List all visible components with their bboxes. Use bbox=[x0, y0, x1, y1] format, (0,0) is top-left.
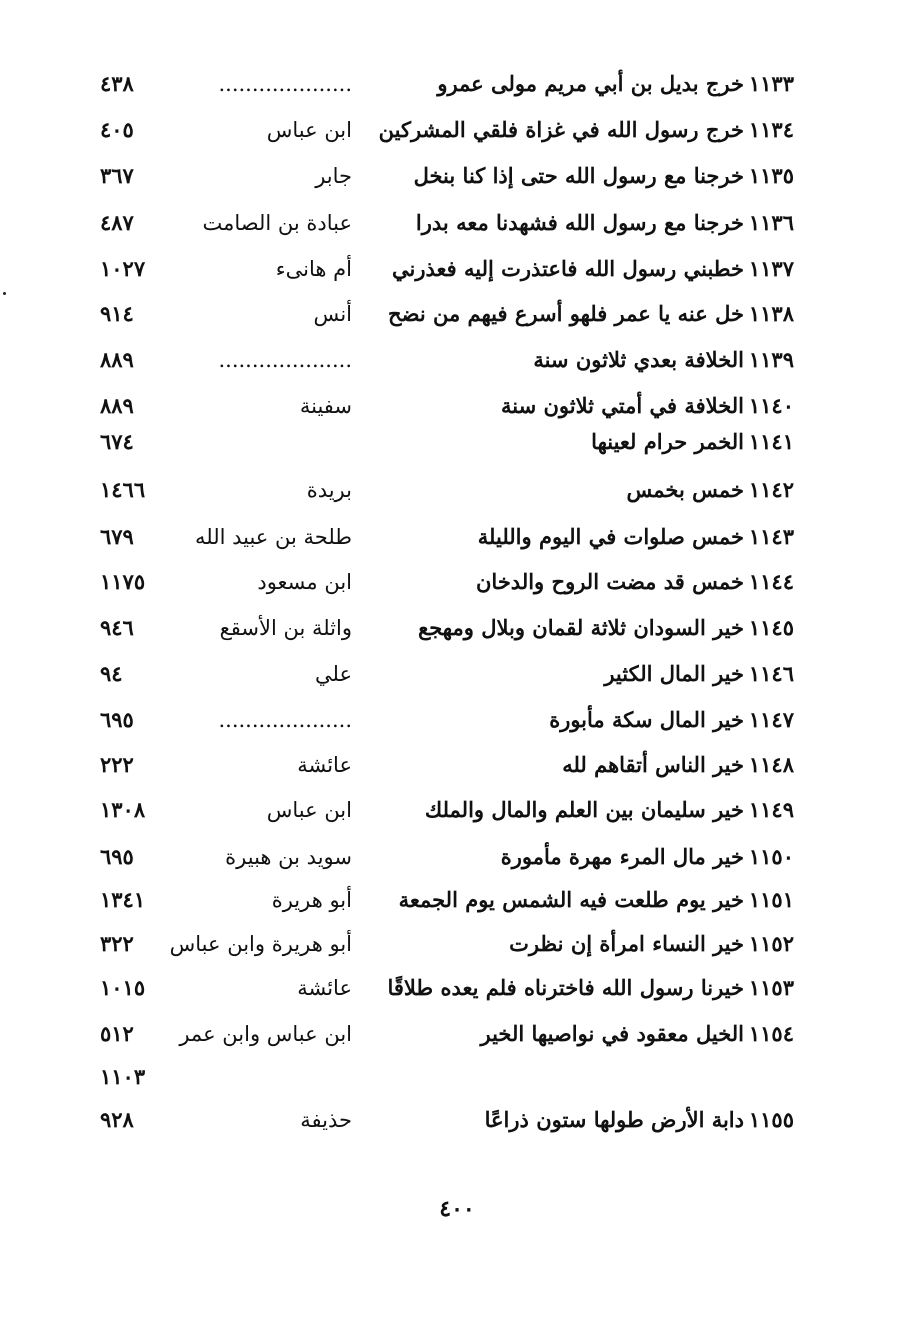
entry-number: ١١٤٧ bbox=[748, 707, 794, 732]
entry-hadith-text: خرجنا مع رسول الله فشهدنا معه بدرا bbox=[415, 210, 744, 235]
entry-narrator: عائشة bbox=[297, 753, 352, 777]
index-entry bbox=[0, 515, 914, 559]
entry-page-reference: ٦٧٤ bbox=[100, 429, 134, 454]
entry-hadith-text: الخمر حرام لعينها bbox=[591, 429, 744, 454]
entry-number: ١١٣٤ bbox=[748, 117, 794, 142]
index-entry bbox=[0, 560, 914, 604]
index-entry bbox=[0, 468, 914, 512]
entry-hadith-text: خمس بخمس bbox=[626, 477, 744, 502]
entry-narrator: طلحة بن عبيد الله bbox=[194, 525, 352, 549]
entry-narrator: أنس bbox=[313, 302, 352, 326]
index-entry bbox=[0, 743, 914, 787]
index-entry bbox=[0, 154, 914, 198]
entry-narrator: سفينة bbox=[299, 394, 352, 418]
entry-number: ١١٥٣ bbox=[748, 975, 794, 1000]
entry-number: ١١٤٠ bbox=[748, 393, 794, 418]
entry-page-reference: ٩٢٨ bbox=[100, 1107, 134, 1132]
entry-narrator: ابن عباس bbox=[266, 118, 352, 142]
index-entry bbox=[0, 1012, 914, 1056]
entry-narrator: عبادة بن الصامت bbox=[202, 211, 352, 235]
entry-narrator: سويد بن هبيرة bbox=[225, 845, 352, 869]
entry-narrator bbox=[176, 1055, 352, 1099]
entry-number: ١١٣٧ bbox=[748, 256, 794, 281]
entry-page-reference: ١٠١٥ bbox=[100, 975, 146, 1000]
entry-hadith-text: خرجنا مع رسول الله حتى إذا كنا بنخل bbox=[413, 163, 744, 188]
entry-hadith-text: خيرنا رسول الله فاخترناه فلم يعده طلاقًا bbox=[387, 975, 744, 1000]
entry-number: ١١٤٩ bbox=[748, 797, 794, 822]
index-entry bbox=[0, 606, 914, 650]
index-entry bbox=[0, 201, 914, 245]
entry-hadith-text: خير مال المرء مهرة مأمورة bbox=[500, 844, 744, 869]
entry-hadith-text: الخلافة بعدي ثلاثون سنة bbox=[533, 347, 744, 372]
entry-page-reference: ١٣٤١ bbox=[100, 887, 146, 912]
entry-page-reference: ١٠٢٧ bbox=[100, 256, 146, 281]
entry-hadith-text: خطبني رسول الله فاعتذرت إليه فعذرني bbox=[392, 256, 744, 281]
entry-narrator bbox=[176, 420, 352, 464]
entry-narrator: أبو هريرة bbox=[271, 888, 352, 912]
entry-page-reference: ٣٢٢ bbox=[100, 931, 134, 956]
index-entry bbox=[0, 878, 914, 922]
entry-number: ١١٣٨ bbox=[748, 301, 794, 326]
margin-speck bbox=[3, 292, 6, 295]
entry-hadith-text: دابة الأرض طولها ستون ذراعًا bbox=[484, 1107, 744, 1132]
entry-number: ١١٤٥ bbox=[748, 615, 794, 640]
entry-page-reference: ٩١٤ bbox=[100, 301, 134, 326]
entry-number: ١١٣٣ bbox=[748, 71, 794, 96]
entry-hadith-text: الخيل معقود في نواصيها الخير bbox=[480, 1021, 744, 1046]
index-entry bbox=[0, 966, 914, 1010]
index-entry bbox=[0, 247, 914, 291]
entry-narrator: .................... bbox=[218, 708, 352, 732]
entry-hadith-text: خمس قد مضت الروح والدخان bbox=[476, 569, 744, 594]
entry-hadith-text bbox=[324, 1055, 744, 1099]
entry-hadith-text: الخلافة في أمتي ثلاثون سنة bbox=[500, 393, 744, 418]
page-number: ٤٠٠ bbox=[439, 1196, 475, 1222]
entry-number: ١١٤٢ bbox=[748, 477, 794, 502]
entry-narrator: علي bbox=[315, 662, 352, 686]
entry-number: ١١٥١ bbox=[748, 887, 794, 912]
entry-page-reference: ١٤٦٦ bbox=[100, 477, 146, 502]
entry-number bbox=[744, 1055, 794, 1099]
entry-number: ١١٣٥ bbox=[748, 163, 794, 188]
entry-narrator: ابن عباس bbox=[266, 798, 352, 822]
entry-page-reference: ٥١٢ bbox=[100, 1021, 134, 1046]
entry-hadith-text: خرج بديل بن أبي مريم مولى عمرو bbox=[437, 71, 744, 96]
entry-page-reference: ٩٤ bbox=[100, 661, 123, 686]
entry-page-reference: ٢٢٢ bbox=[100, 752, 134, 777]
entry-number: ١١٤١ bbox=[748, 429, 794, 454]
entry-page-reference: ٤٣٨ bbox=[100, 71, 134, 96]
entry-page-reference: ٨٨٩ bbox=[100, 347, 134, 372]
entry-hadith-text: خير الناس أتقاهم لله bbox=[562, 752, 744, 777]
entry-number: ١١٥٥ bbox=[748, 1107, 794, 1132]
index-entry bbox=[0, 922, 914, 966]
entry-number: ١١٣٩ bbox=[748, 347, 794, 372]
index-entry bbox=[0, 62, 914, 106]
entry-number: ١١٥٤ bbox=[748, 1021, 794, 1046]
entry-narrator: حذيفة bbox=[300, 1108, 352, 1132]
entry-narrator: واثلة بن الأسقع bbox=[219, 616, 352, 640]
entry-hadith-text: خير يوم طلعت فيه الشمس يوم الجمعة bbox=[398, 887, 744, 912]
entry-number: ١١٤٦ bbox=[748, 661, 794, 686]
entry-page-reference: ٣٦٧ bbox=[100, 163, 134, 188]
index-entry bbox=[0, 338, 914, 382]
entry-page-reference: ٦٩٥ bbox=[100, 844, 134, 869]
entry-hadith-text: خرج رسول الله في غزاة فلقي المشركين bbox=[378, 117, 744, 142]
entry-narrator: ابن عباس وابن عمر bbox=[179, 1022, 352, 1046]
entry-page-reference: ٤٨٧ bbox=[100, 210, 134, 235]
entry-narrator: أبو هريرة وابن عباس bbox=[169, 932, 352, 956]
entry-page-reference: ١١٠٣ bbox=[100, 1064, 146, 1089]
index-entry bbox=[0, 835, 914, 879]
entry-page-reference: ١١٧٥ bbox=[100, 569, 146, 594]
entry-number: ١١٥٠ bbox=[748, 844, 794, 869]
entry-narrator: جابر bbox=[315, 164, 352, 188]
entry-hadith-text: خير النساء امرأة إن نظرت bbox=[509, 931, 744, 956]
entry-number: ١١٤٨ bbox=[748, 752, 794, 777]
entry-hadith-text: خل عنه يا عمر فلهو أسرع فيهم من نضح bbox=[388, 301, 744, 326]
entry-page-reference: ٩٤٦ bbox=[100, 615, 134, 640]
entry-number: ١١٤٣ bbox=[748, 524, 794, 549]
entry-page-reference: ١٣٠٨ bbox=[100, 797, 146, 822]
entry-page-reference: ٤٠٥ bbox=[100, 117, 134, 142]
index-entry bbox=[0, 420, 914, 464]
index-entry bbox=[0, 788, 914, 832]
index-entry bbox=[0, 292, 914, 336]
entry-page-reference: ٦٧٩ bbox=[100, 524, 134, 549]
entry-number: ١١٣٦ bbox=[748, 210, 794, 235]
entry-narrator: أم هانىء bbox=[275, 257, 352, 281]
entry-narrator: ابن مسعود bbox=[257, 570, 352, 594]
entry-narrator: بريدة bbox=[306, 478, 352, 502]
entry-hadith-text: خمس صلوات في اليوم والليلة bbox=[477, 524, 744, 549]
index-entry bbox=[0, 698, 914, 742]
entry-number: ١١٥٢ bbox=[748, 931, 794, 956]
entry-hadith-text: خير المال سكة مأبورة bbox=[549, 707, 744, 732]
entry-page-reference: ٦٩٥ bbox=[100, 707, 134, 732]
entry-hadith-text: خير سليمان بين العلم والمال والملك bbox=[424, 797, 744, 822]
entry-narrator: .................... bbox=[218, 72, 352, 96]
index-entry bbox=[0, 108, 914, 152]
entry-page-reference: ٨٨٩ bbox=[100, 393, 134, 418]
index-entry bbox=[0, 652, 914, 696]
entry-number: ١١٤٤ bbox=[748, 569, 794, 594]
index-entry bbox=[0, 1098, 914, 1142]
entry-hadith-text: خير المال الكثير bbox=[604, 661, 744, 686]
entry-hadith-text: خير السودان ثلاثة لقمان وبلال ومهجع bbox=[418, 615, 744, 640]
index-entry bbox=[0, 1055, 914, 1099]
entry-narrator: عائشة bbox=[297, 976, 352, 1000]
entry-narrator: .................... bbox=[218, 348, 352, 372]
